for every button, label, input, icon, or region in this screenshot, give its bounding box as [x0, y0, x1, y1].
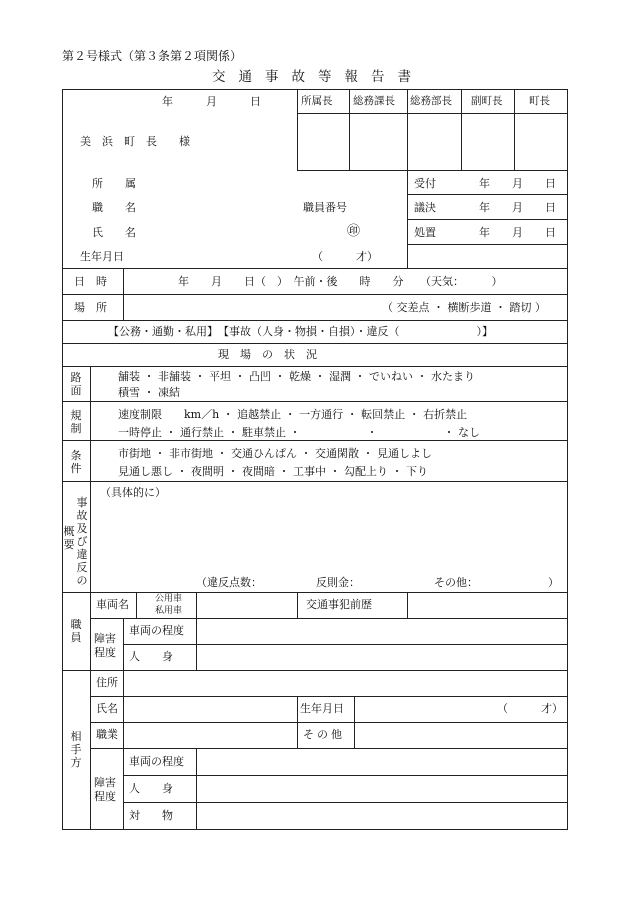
- summary-text-area[interactable]: [91, 500, 567, 570]
- address-field[interactable]: [124, 671, 567, 696]
- other-damage-label: 障害程度: [94, 776, 116, 803]
- resolution-label: 議決: [414, 201, 436, 214]
- stamp-box-general-affairs-chief[interactable]: [350, 114, 407, 170]
- staff-damage-label: 障害程度: [94, 632, 116, 659]
- vehicle-type-official[interactable]: 公用車: [155, 594, 183, 604]
- staff-vehicle-damage-field[interactable]: [197, 619, 567, 644]
- conditions-options-1[interactable]: 市街地 ・ 非市街地 ・ 交通ひんぱん ・ 交通閑散 ・ 見通しよし: [118, 447, 432, 460]
- summary-close: ）: [548, 576, 559, 589]
- road-options-1[interactable]: 舗装 ・ 非舗装 ・ 平坦 ・ 凸凹 ・ 乾燥 ・ 湿潤 ・ でいねい ・ 水たまり: [118, 370, 475, 383]
- stamp-box-deputy-mayor[interactable]: [462, 114, 514, 170]
- other-property-field[interactable]: [197, 803, 567, 829]
- fine-label[interactable]: 反則金：: [316, 576, 360, 589]
- summary-hint: （具体的に）: [100, 486, 166, 499]
- received-label: 受付: [414, 177, 436, 190]
- staff-label: 職員: [70, 618, 82, 644]
- violation-points-label[interactable]: （違反点数：: [196, 576, 262, 589]
- staff-personal-injury-label: 人 身: [129, 650, 173, 663]
- report-date[interactable]: 年 月 日: [162, 95, 261, 108]
- occupation-field[interactable]: [124, 723, 297, 748]
- regulation-label: 規制: [70, 409, 82, 435]
- stamp-box-dept-head[interactable]: [298, 114, 350, 170]
- category-line[interactable]: 【公務・通勤・私用】 【事故（人身・物損・自損）・違反（ ）】: [108, 325, 493, 338]
- road-label: 路面: [70, 371, 82, 397]
- summary-label: 事故及び違反の: [76, 496, 88, 587]
- disposition-date[interactable]: 年 月 日: [479, 226, 556, 239]
- stamp-header-general-affairs-director: 総務部長: [410, 95, 452, 107]
- other-name-label: 氏名: [96, 702, 118, 715]
- birthdate-label: 生年月日: [80, 250, 124, 263]
- stamp-header-mayor: 町長: [529, 95, 550, 107]
- disposition-label: 処置: [414, 226, 436, 239]
- other-vehicle-damage-label: 車両の程度: [129, 755, 184, 768]
- conditions-options-2[interactable]: 見通し悪し ・ 夜間明 ・ 夜間暗 ・ 工事中 ・ 勾配上り ・ 下り: [118, 465, 428, 478]
- stamp-box-mayor[interactable]: [515, 114, 567, 170]
- other-party-label: 相手方: [70, 730, 82, 769]
- regulation-options-1[interactable]: 速度制限 km／h ・ 追越禁止 ・ 一方通行 ・ 転回禁止 ・ 右折禁止: [118, 408, 468, 421]
- seal-mark: ㊞: [347, 224, 361, 239]
- traffic-record-field[interactable]: [408, 593, 567, 618]
- regulation-options-2[interactable]: 一時停止 ・ 通行禁止 ・ 駐車禁止 ・ ・ ・ なし: [118, 426, 480, 439]
- affiliation-label: 所 属: [92, 177, 136, 190]
- stamp-header-dept-head: 所属長: [301, 95, 333, 107]
- other-name-field[interactable]: [124, 697, 297, 722]
- datetime-value[interactable]: 年 月 日（ ） 午前・後 時 分 （天気： ）: [178, 275, 503, 288]
- road-options-2[interactable]: 積雪 ・ 凍結: [118, 386, 180, 399]
- position-label: 職 名: [92, 201, 136, 214]
- other-age-field[interactable]: （ 才）: [497, 702, 563, 715]
- resolution-date[interactable]: 年 月 日: [479, 201, 556, 214]
- vehicle-name-label: 車両名: [96, 598, 129, 611]
- staff-vehicle-damage-label: 車両の程度: [129, 624, 184, 637]
- name-label: 氏 名: [92, 226, 136, 239]
- stamp-header-general-affairs-chief: 総務課長: [353, 95, 395, 107]
- datetime-label: 日 時: [74, 275, 107, 288]
- other-vehicle-damage-field[interactable]: [197, 749, 567, 775]
- staff-number-label: 職員番号: [303, 201, 347, 214]
- other-property-label: 対 物: [129, 809, 173, 822]
- page-title: 交通事故等報告書: [212, 69, 424, 85]
- situation-title: 現 場 の 状 況: [218, 348, 317, 361]
- others-field[interactable]: [355, 723, 567, 748]
- received-date[interactable]: 年 月 日: [479, 177, 556, 190]
- addressee: 美 浜 町 長 様: [80, 135, 190, 148]
- summary-overview-label: 概要: [63, 525, 75, 551]
- place-options[interactable]: （ 交差点 ・ 横断歩道 ・ 踏切 ）: [382, 301, 546, 314]
- age-field[interactable]: （ 才）: [312, 250, 378, 263]
- other-injury-field[interactable]: [197, 776, 567, 802]
- form-number: 第２号様式（第３条第２項関係）: [62, 49, 243, 63]
- other-birthdate-label: 生年月日: [300, 702, 344, 715]
- other-penalty-label[interactable]: その他：: [434, 576, 478, 589]
- conditions-label: 条件: [70, 449, 82, 475]
- stamp-box-general-affairs-director[interactable]: [408, 114, 461, 170]
- other-personal-injury-label: 人 身: [129, 782, 173, 795]
- address-label: 住所: [96, 676, 118, 689]
- others-label: その他: [303, 728, 345, 741]
- place-label: 場 所: [74, 301, 107, 314]
- occupation-label: 職業: [96, 728, 118, 741]
- traffic-record-label: 交通事犯前歴: [306, 598, 372, 611]
- vehicle-type-private[interactable]: 私用車: [155, 606, 183, 616]
- staff-injury-field[interactable]: [197, 645, 567, 670]
- stamp-header-deputy-mayor: 副町長: [471, 95, 503, 107]
